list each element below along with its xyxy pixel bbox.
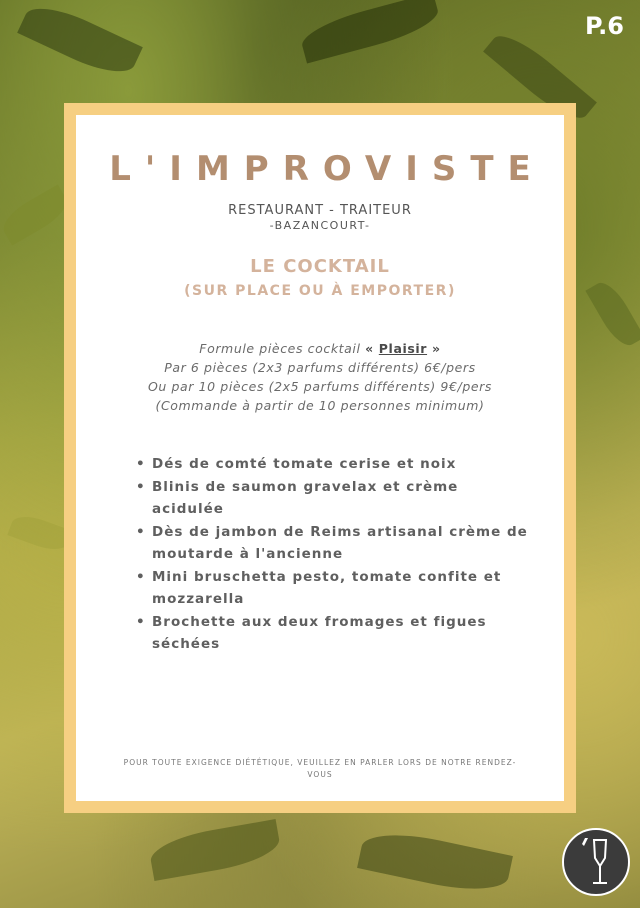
brand-title: L'IMPROVISTE xyxy=(109,149,545,189)
formula-block xyxy=(76,339,564,415)
section-title: LE COCKTAIL xyxy=(250,256,390,277)
foliage-leaf xyxy=(585,277,640,352)
foliage-leaf xyxy=(148,819,283,881)
list-item: • Brochette aux deux fromages et figues séchées xyxy=(136,611,534,656)
dietary-footer: POUR TOUTE EXIGENCE DIÉTÉTIQUE, VEUILLEZ EN PARLER LORS DE NOTRE RENDEZ-VOUS xyxy=(123,758,517,779)
page-number: P.6 xyxy=(585,12,624,40)
foliage-leaf xyxy=(7,511,72,556)
foliage-leaf xyxy=(17,0,143,83)
formula-quote-open: « xyxy=(365,341,379,356)
formula-name: Plaisir xyxy=(378,341,428,356)
formula-line: (Commande à partir de 10 personnes minimum) xyxy=(155,398,485,413)
brand-location: -BAZANCOURT- xyxy=(269,219,371,232)
formula-intro: Formule pièces cocktail xyxy=(199,341,366,356)
formula-heading xyxy=(76,339,564,358)
foliage-leaf xyxy=(0,185,73,246)
list-item: • Dès de jambon de Reims artisanal crème de moutarde à l'ancienne xyxy=(136,521,534,566)
wine-glass-icon xyxy=(564,830,628,894)
foliage-leaf xyxy=(357,825,513,899)
menu-frame xyxy=(64,103,576,813)
foliage-leaf xyxy=(298,0,443,64)
formula-line: Ou par 10 pièces (2x5 parfums différents) 9€/pers xyxy=(147,379,493,394)
list-item: • Blinis de saumon gravelax et crème acidulée xyxy=(136,476,534,521)
formula-line: Par 6 pièces (2x3 parfums différents) 6€/pers xyxy=(164,360,476,375)
list-item: • Mini bruschetta pesto, tomate confite et mozzarella xyxy=(136,566,534,611)
menu-card xyxy=(76,115,564,801)
formula-quote-close: » xyxy=(427,341,441,356)
menu-item-list xyxy=(76,453,564,656)
list-item: • Dés de comté tomate cerise et noix xyxy=(136,453,534,476)
brand-subtitle: RESTAURANT - TRAITEUR xyxy=(228,203,412,218)
section-subtitle: (SUR PLACE OU À EMPORTER) xyxy=(184,283,456,299)
wine-glass-logo xyxy=(562,828,630,896)
